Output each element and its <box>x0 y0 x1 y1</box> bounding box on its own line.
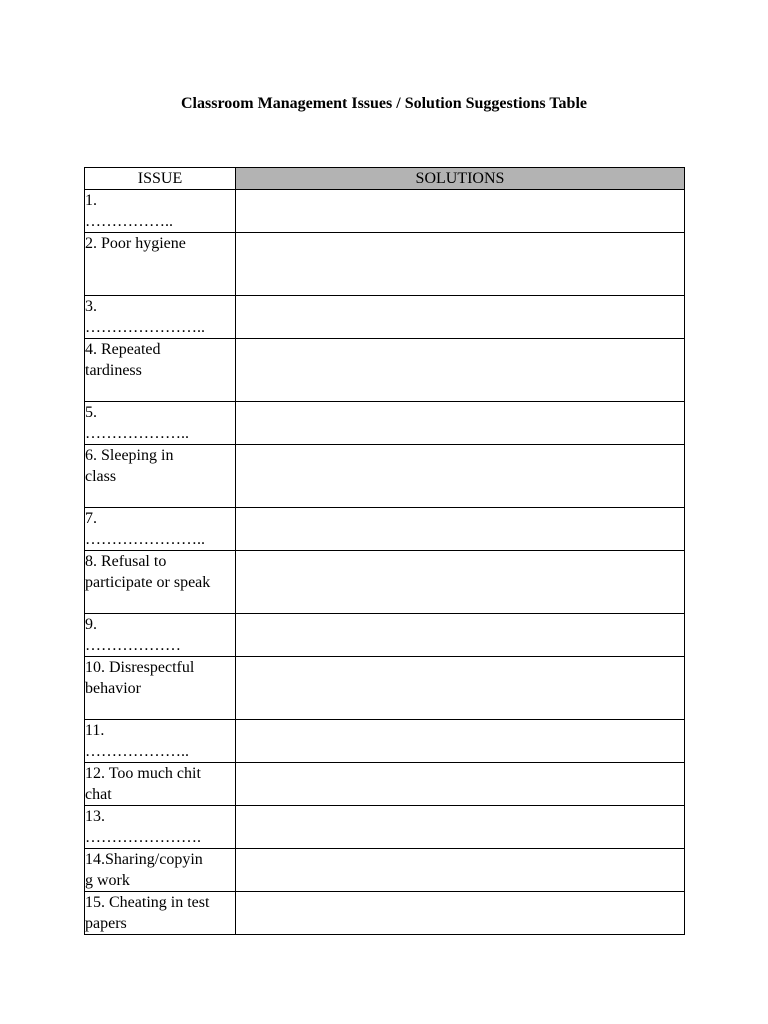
issue-text: …………………. <box>85 829 201 846</box>
table-row <box>85 445 685 508</box>
solution-cell[interactable] <box>236 296 685 339</box>
issue-cell <box>85 233 236 296</box>
solution-cell[interactable] <box>236 508 685 551</box>
table-row <box>85 892 685 935</box>
table-row <box>85 402 685 445</box>
solution-cell[interactable] <box>236 339 685 402</box>
issue-text: 5. <box>85 404 97 421</box>
solution-cell[interactable] <box>236 445 685 508</box>
table-row <box>85 233 685 296</box>
issue-text: 4. Repeated <box>85 341 161 358</box>
issue-text: 13. <box>85 808 105 825</box>
table-header-row <box>85 168 685 190</box>
issue-text: 8. Refusal to <box>85 553 167 570</box>
table-row <box>85 190 685 233</box>
issue-text: participate or speak <box>85 574 211 591</box>
solution-cell[interactable] <box>236 657 685 720</box>
issue-text: papers <box>85 915 127 932</box>
issue-text: 15. Cheating in test <box>85 894 210 911</box>
issue-text: tardiness <box>85 362 142 379</box>
issue-cell <box>85 190 236 233</box>
table-row <box>85 657 685 720</box>
issue-text: 3. <box>85 298 97 315</box>
issue-text: ……………….. <box>85 425 189 442</box>
issue-text: 7. <box>85 510 97 527</box>
document-title: Classroom Management Issues / Solution Suggestions Table <box>181 95 587 112</box>
table-row <box>85 339 685 402</box>
table-row <box>85 849 685 892</box>
table-row <box>85 508 685 551</box>
issue-text: ………………….. <box>85 531 205 548</box>
table-row <box>85 720 685 763</box>
issue-cell <box>85 296 236 339</box>
issue-cell <box>85 402 236 445</box>
issue-text: ……………… <box>85 637 181 654</box>
issue-cell <box>85 657 236 720</box>
issue-cell <box>85 339 236 402</box>
issue-cell <box>85 806 236 849</box>
issue-text: 6. Sleeping in <box>85 447 174 464</box>
issue-cell <box>85 551 236 614</box>
issue-text: 2. Poor hygiene <box>85 235 186 252</box>
table-row <box>85 806 685 849</box>
table-row <box>85 551 685 614</box>
solutions-column-header: SOLUTIONS <box>236 168 685 190</box>
issue-cell <box>85 892 236 935</box>
solution-cell[interactable] <box>236 849 685 892</box>
issue-cell <box>85 508 236 551</box>
issue-text: ………………….. <box>85 319 205 336</box>
issues-solutions-table <box>84 167 685 935</box>
issue-cell <box>85 614 236 657</box>
issue-text: 11. <box>85 722 105 739</box>
issue-text: 9. <box>85 616 97 633</box>
issue-cell <box>85 763 236 806</box>
issue-text: 14.Sharing/copyin <box>85 851 203 868</box>
issue-column-header: ISSUE <box>85 168 236 190</box>
issue-text: 10. Disrespectful <box>85 659 195 676</box>
table-row <box>85 296 685 339</box>
solution-cell[interactable] <box>236 551 685 614</box>
issue-text: behavior <box>85 680 141 697</box>
issue-cell <box>85 720 236 763</box>
solution-cell[interactable] <box>236 402 685 445</box>
solution-cell[interactable] <box>236 614 685 657</box>
issue-text: ……………….. <box>85 743 189 760</box>
issue-text: class <box>85 468 117 485</box>
issue-text: 12. Too much chit <box>85 765 201 782</box>
issue-text: g work <box>85 872 130 889</box>
issue-cell <box>85 849 236 892</box>
issue-text: chat <box>85 786 112 803</box>
table-row <box>85 763 685 806</box>
issue-text: …………….. <box>85 213 173 230</box>
solution-cell[interactable] <box>236 720 685 763</box>
table-row <box>85 614 685 657</box>
solution-cell[interactable] <box>236 190 685 233</box>
solution-cell[interactable] <box>236 806 685 849</box>
issue-cell <box>85 445 236 508</box>
solution-cell[interactable] <box>236 892 685 935</box>
issue-text: 1. <box>85 192 97 209</box>
solution-cell[interactable] <box>236 763 685 806</box>
solution-cell[interactable] <box>236 233 685 296</box>
